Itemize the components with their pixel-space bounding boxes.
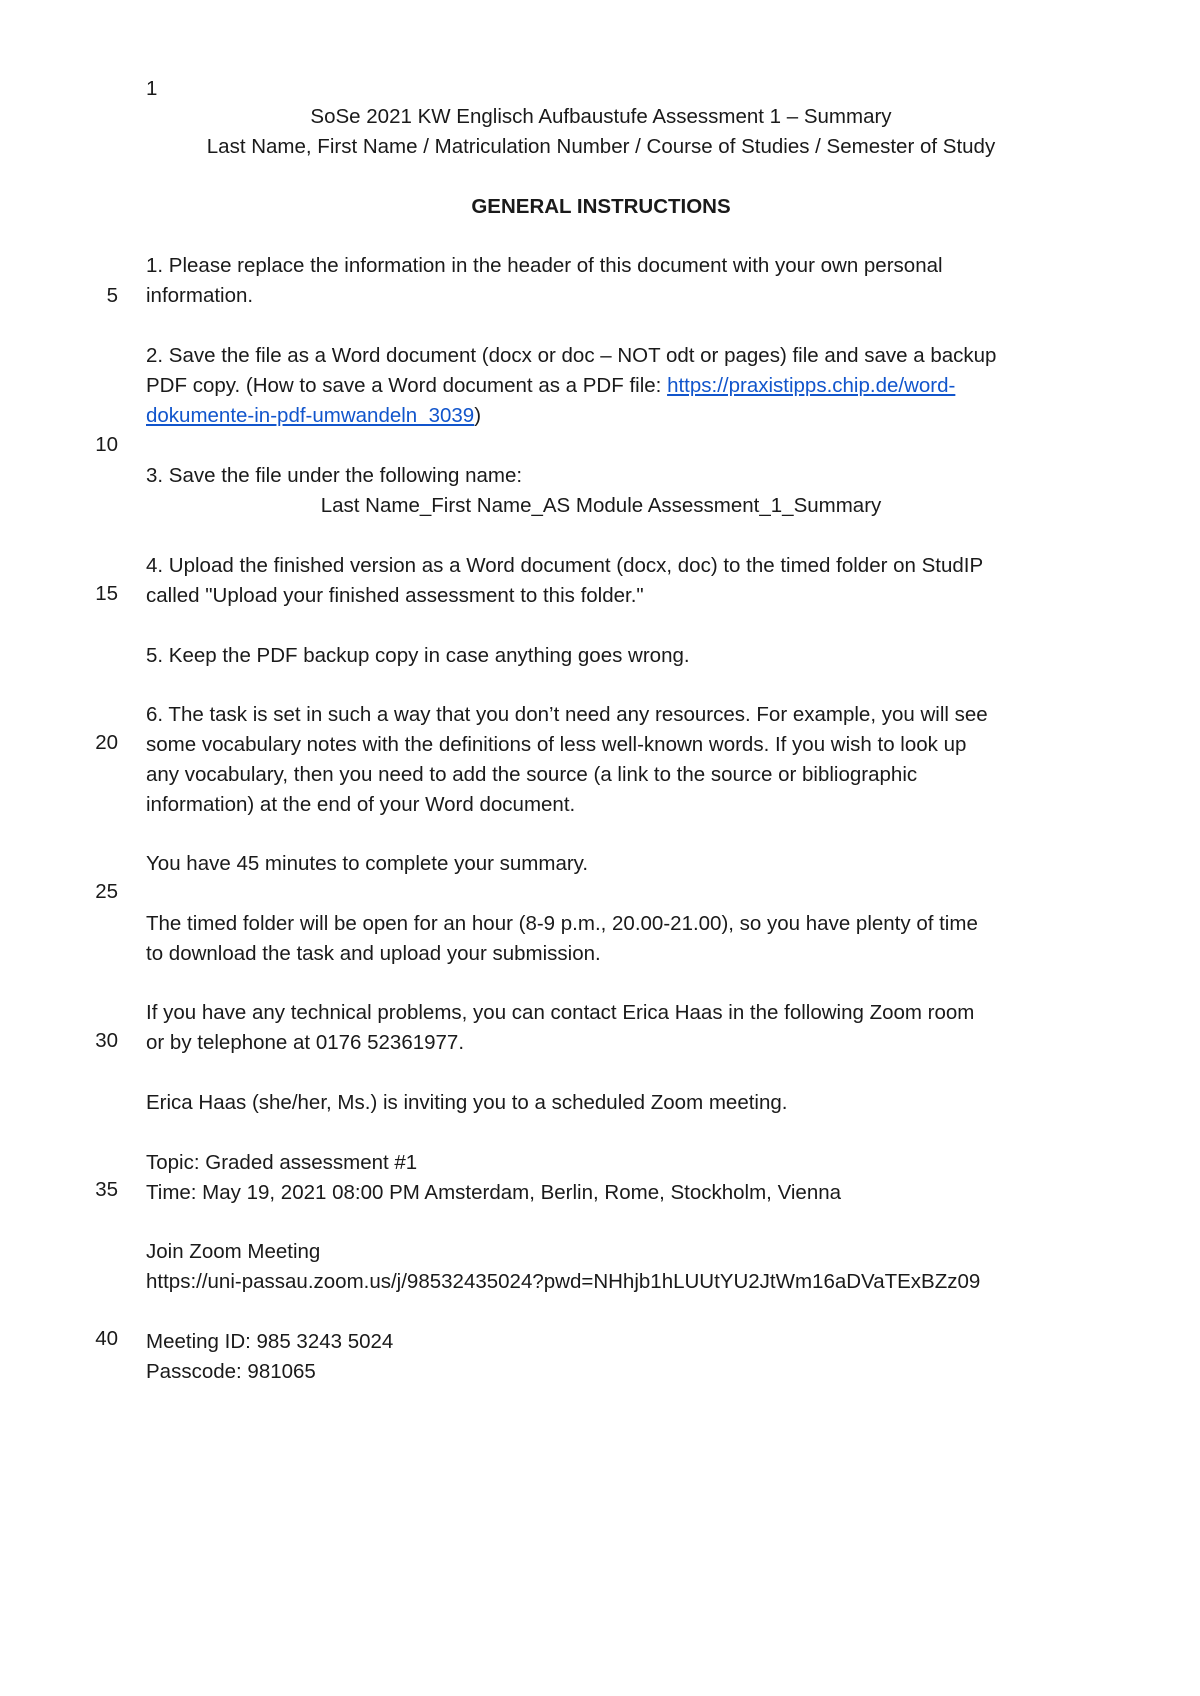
- tech-note-line-2: or by telephone at 0176 52361977.: [146, 1031, 465, 1054]
- line-number: 20: [95, 731, 118, 754]
- instruction-4-line-2: called "Upload your finished assessment to this folder.": [146, 584, 644, 607]
- section-heading: GENERAL INSTRUCTIONS: [471, 195, 731, 218]
- line-number: 35: [95, 1178, 118, 1201]
- instruction-5: 5. Keep the PDF backup copy in case anything goes wrong.: [146, 644, 690, 667]
- instruction-6-line-2: some vocabulary notes with the definitions of less well-known words. If you wish to look up: [146, 733, 967, 756]
- instruction-3-line-1: 3. Save the file under the following name:: [146, 464, 523, 487]
- filename-pattern: Last Name_First Name_AS Module Assessment_1_Summary: [320, 494, 882, 517]
- instruction-6-line-3: any vocabulary, then you need to add the source (a link to the source or bibliographic: [146, 763, 918, 786]
- header-subtitle: Last Name, First Name / Matriculation Number / Course of Studies / Semester of Study: [206, 135, 996, 158]
- instruction-2-line-1: 2. Save the file as a Word document (docx or doc – NOT odt or pages) file and save a backup: [146, 344, 997, 367]
- instruction-2-text: PDF copy. (How to save a Word document as a PDF file:: [146, 374, 668, 397]
- folder-note-line-1: The timed folder will be open for an hour (8-9 p.m., 20.00-21.00), so you have plenty of time: [146, 912, 978, 935]
- tech-note-line-1: If you have any technical problems, you can contact Erica Haas in the following Zoom room: [146, 1001, 975, 1024]
- header-title: SoSe 2021 KW Englisch Aufbaustufe Assessment 1 – Summary: [310, 105, 892, 128]
- instruction-6-line-4: information) at the end of your Word document.: [146, 793, 576, 816]
- instruction-2-line-3: [146, 401, 481, 431]
- instruction-6-line-1: 6. The task is set in such a way that you don’t need any resources. For example, you will see: [146, 703, 988, 726]
- pdf-guide-link[interactable]: https://praxistipps.chip.de/word-: [667, 374, 956, 397]
- instruction-1-line-1: 1. Please replace the information in the header of this document with your own personal: [146, 254, 943, 277]
- pdf-guide-link-continued[interactable]: dokumente-in-pdf-umwandeln_3039: [146, 404, 475, 427]
- closing-paren: ): [474, 404, 482, 427]
- line-number: 40: [95, 1327, 118, 1350]
- zoom-meeting-id: Meeting ID: 985 3243 5024: [146, 1330, 394, 1353]
- instruction-4-line-1: 4. Upload the finished version as a Word document (docx, doc) to the timed folder on StudIP: [146, 554, 984, 577]
- zoom-join-label: Join Zoom Meeting: [146, 1240, 321, 1263]
- instruction-1-line-2: information.: [146, 284, 254, 307]
- time-limit-note: You have 45 minutes to complete your summary.: [146, 852, 589, 875]
- folder-note-line-2: to download the task and upload your submission.: [146, 942, 601, 965]
- line-number: 25: [95, 880, 118, 903]
- line-number: 30: [95, 1029, 118, 1052]
- zoom-topic: Topic: Graded assessment #1: [146, 1151, 418, 1174]
- line-number: 5: [106, 284, 118, 307]
- zoom-time: Time: May 19, 2021 08:00 PM Amsterdam, Berlin, Rome, Stockholm, Vienna: [146, 1181, 842, 1204]
- zoom-join-url[interactable]: https://uni-passau.zoom.us/j/98532435024?pwd=NHhjb1hLUUtYU2JtWm16aDVaTExBZz09: [146, 1270, 981, 1293]
- instruction-2-line-2: [146, 371, 955, 401]
- zoom-passcode: Passcode: 981065: [146, 1360, 316, 1383]
- page-number: 1: [146, 77, 158, 100]
- zoom-invite: Erica Haas (she/her, Ms.) is inviting you to a scheduled Zoom meeting.: [146, 1091, 788, 1114]
- line-number: 15: [95, 582, 118, 605]
- line-number: 10: [95, 433, 118, 456]
